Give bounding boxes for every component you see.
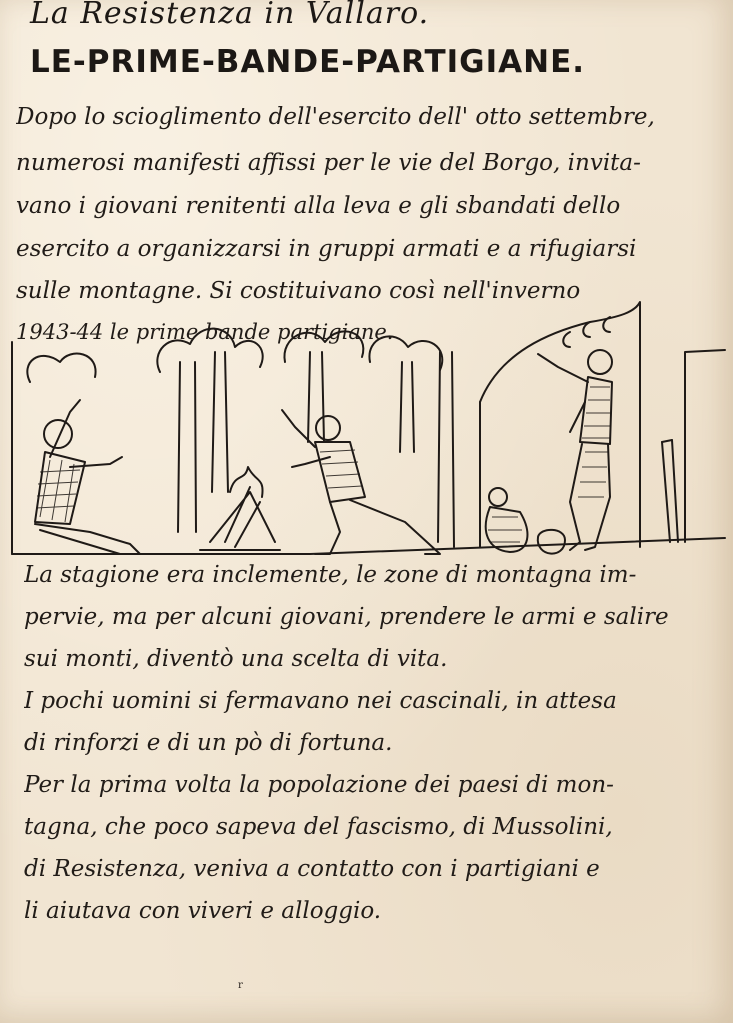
section-title: La Resistenza in Vallaro. [30, 0, 430, 31]
text-line: tagna, che poco sapeva del fascismo, di Mussolini, [24, 814, 613, 840]
partisans-camp-illustration [10, 292, 728, 572]
text-line: 1943-44 le prime bande partigiane. [16, 320, 394, 344]
text-line: Per la prima volta la popolazione dei paesi di mon- [24, 772, 614, 798]
text-line: Dopo lo scioglimento dell'esercito dell' otto settembre, [16, 104, 655, 130]
text-line: vano i giovani renitenti alla leva e gli sbandati dello [16, 193, 621, 219]
text-line: esercito a organizzarsi in gruppi armati e a rifugiarsi [16, 236, 637, 262]
text-line: li aiutava con viveri e alloggio. [24, 898, 382, 924]
text-line: La stagione era inclemente, le zone di montagna im- [24, 562, 637, 588]
text-line: I pochi uomini si fermavano nei cascinali, in attesa [24, 688, 617, 714]
text-line: sui monti, diventò una scelta di vita. [24, 646, 448, 672]
page-mark: r [238, 980, 243, 991]
text-line: di rinforzi e di un pò di fortuna. [24, 730, 393, 756]
text-line: numerosi manifesti affissi per le vie del Borgo, invita- [16, 150, 641, 176]
text-line: pervie, ma per alcuni giovani, prendere le armi e salire [24, 604, 669, 630]
chapter-title: LE-PRIME-BANDE-PARTIGIANE. [30, 44, 586, 80]
text-line: sulle montagne. Si costituivano così nell'inverno [16, 278, 581, 304]
text-line: di Resistenza, veniva a contatto con i partigiani e [24, 856, 600, 882]
